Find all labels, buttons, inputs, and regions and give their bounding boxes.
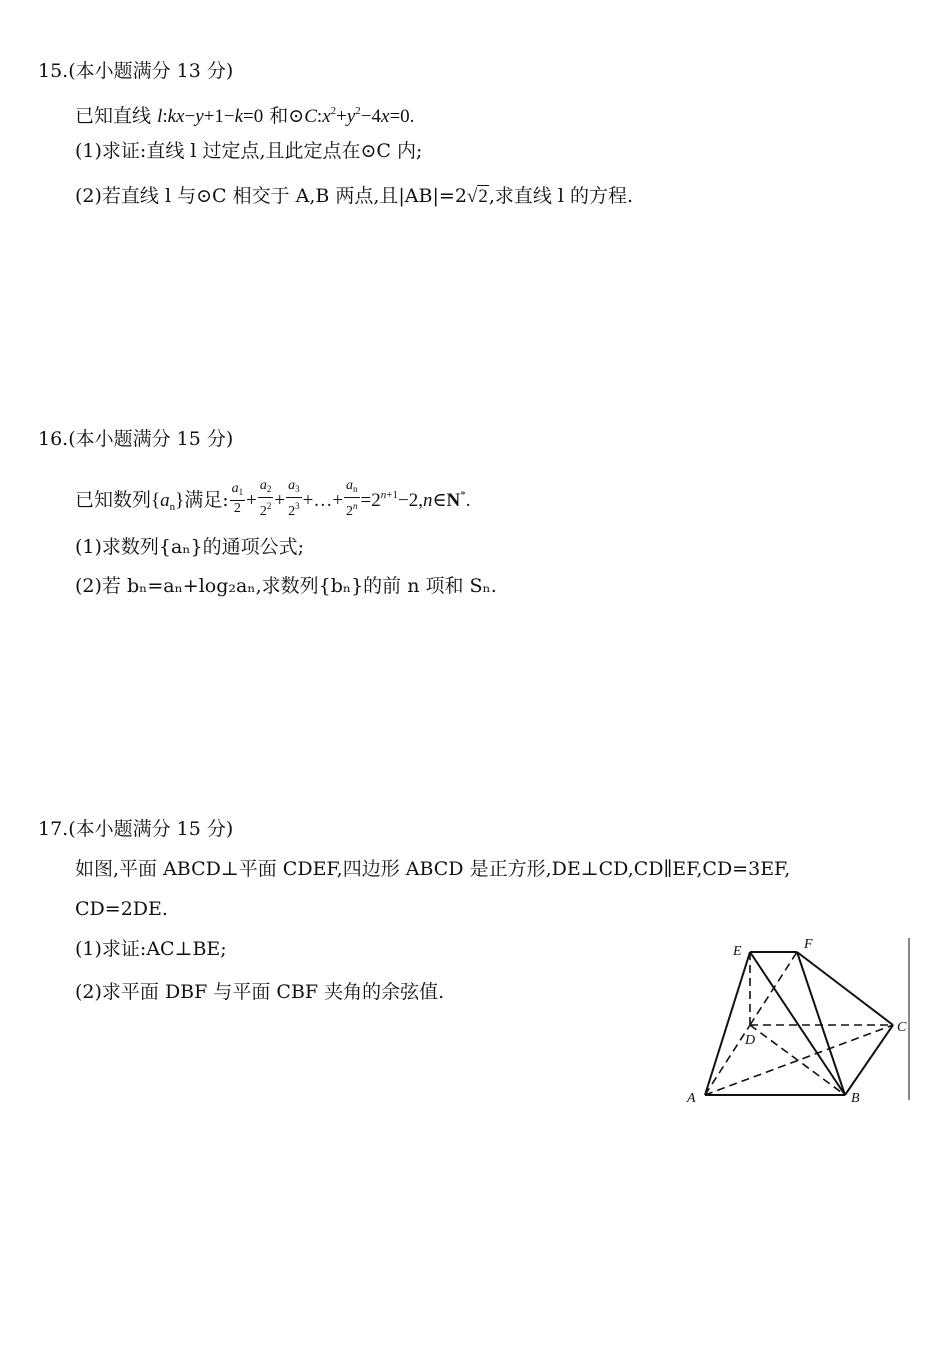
q17-header: 17.(本小题满分 15 分) — [38, 818, 234, 840]
q15-stem-prefix: 已知直线 — [75, 105, 152, 127]
edge-AD-dashed — [705, 1025, 750, 1095]
q16-part1: (1)求数列{aₙ}的通项公式; — [75, 536, 305, 558]
q17-stem-line2: CD=2DE. — [75, 898, 168, 920]
q16-stem: 已知数列$\{a_n\}$满足: $\frac{a_1}{2}$ + $\frac{a_2}{2^2}$ + $\frac{a_3}{2^3}$ +…+ $\frac{a_n}{2^n}$ $=2^{n+1}-2,n\in N^*$. — [75, 478, 471, 519]
q15-header: 15.(本小题满分 13 分) — [38, 60, 234, 82]
edge-FB — [797, 952, 845, 1095]
label-F: F — [804, 937, 813, 952]
edge-EB — [750, 952, 845, 1095]
label-B: B — [851, 1091, 860, 1106]
q17-part2: (2)求平面 DBF 与平面 CBF 夹角的余弦值. — [75, 981, 445, 1003]
q15-part2: (2)若直线 l 与⊙C 相交于 A,B 两点,且|AB|=2√2,求直线 l 的方程. — [75, 183, 633, 210]
q17-stem-line1: 如图,平面 ABCD⊥平面 CDEF,四边形 ABCD 是正方形,DE⊥CD,CD∥EF,CD=3EF, — [75, 858, 791, 880]
sqrt-2: √2 — [466, 186, 488, 207]
frac-a1: $\frac{a_1}{2}$ — [231, 481, 244, 516]
frac-an: $\frac{a_n}{2^n}$ — [346, 478, 358, 519]
q15-stem-mid: 和⊙ — [269, 105, 305, 127]
frac-a2: $\frac{a_2}{2^2}$ — [259, 478, 272, 519]
label-A: A — [687, 1091, 696, 1106]
q15-part1: (1)求证:直线 l 过定点,且此定点在⊙C 内; — [75, 140, 423, 162]
q16-header: 16.(本小题满分 15 分) — [38, 428, 234, 450]
edge-BC — [845, 1025, 893, 1095]
edge-FC — [797, 952, 893, 1025]
q17-part1: (1)求证:AC⊥BE; — [75, 938, 227, 960]
label-D: D — [745, 1033, 756, 1048]
label-E: E — [733, 944, 742, 959]
label-C: C — [897, 1020, 907, 1035]
frac-a3: $\frac{a_3}{2^3}$ — [288, 478, 300, 519]
edge-AE — [705, 952, 750, 1095]
q16-part2: (2)若 bₙ=aₙ+log₂aₙ,求数列{bₙ}的前 n 项和 Sₙ. — [75, 575, 497, 597]
q15-stem: 已知直线 l:kx−y+1−k=0 和$⊙C:x^2+y^2-4x=0$. — [75, 105, 415, 127]
edge-AC-dashed — [705, 1025, 893, 1095]
